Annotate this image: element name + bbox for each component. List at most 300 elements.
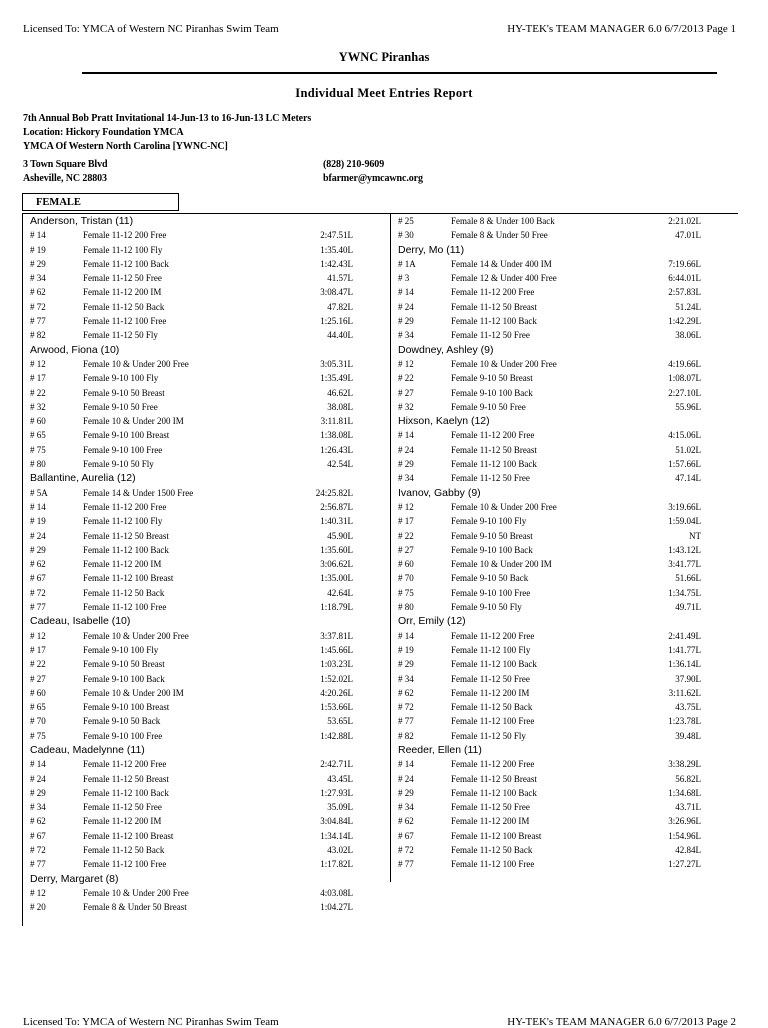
seed-time: 3:26.96L xyxy=(668,816,701,827)
entry-row xyxy=(23,714,389,728)
seed-time: 1:34.14L xyxy=(320,830,353,841)
event-name: Female 9-10 50 Breast xyxy=(83,659,165,670)
event-number: # 29 xyxy=(30,787,46,798)
entry-row xyxy=(391,686,739,700)
seed-time: 4:19.66L xyxy=(668,358,701,369)
event-name: Female 11-12 100 Free xyxy=(451,859,535,870)
entry-row xyxy=(391,857,739,871)
entry-row xyxy=(23,543,389,557)
seed-time: 1:38.08L xyxy=(320,430,353,441)
event-number: # 22 xyxy=(30,387,46,398)
seed-time: 6:44.01L xyxy=(668,273,701,284)
seed-time: 1:18.79L xyxy=(320,602,353,613)
entry-row xyxy=(23,629,389,643)
event-number: # 70 xyxy=(30,716,46,727)
event-number: # 14 xyxy=(398,759,414,770)
seed-time: 51.66L xyxy=(675,573,701,584)
seed-time: 43.75L xyxy=(675,702,701,713)
entry-row xyxy=(23,586,389,600)
entry-row xyxy=(23,285,389,299)
seed-time: 39.48L xyxy=(675,730,701,741)
event-number: # 70 xyxy=(398,573,414,584)
event-number: # 24 xyxy=(30,530,46,541)
event-number: # 5A xyxy=(30,487,48,498)
seed-time: 53.65L xyxy=(327,716,353,727)
event-name: Female 11-12 100 Fly xyxy=(83,516,163,527)
event-number: # 62 xyxy=(30,287,46,298)
entry-row xyxy=(23,600,389,614)
event-number: # 17 xyxy=(30,644,46,655)
entry-row xyxy=(391,543,739,557)
entry-row xyxy=(391,314,739,328)
entry-row xyxy=(391,672,739,686)
report-title: Individual Meet Entries Report xyxy=(295,86,473,100)
entry-row xyxy=(23,314,389,328)
entry-row xyxy=(23,257,389,271)
event-number: # 77 xyxy=(398,859,414,870)
event-name: Female 11-12 100 Back xyxy=(451,787,537,798)
seed-time: 4:15.06L xyxy=(668,430,701,441)
swimmer-name: Derry, Margaret (8) xyxy=(30,872,119,885)
event-name: Female 11-12 50 Breast xyxy=(83,773,169,784)
seed-time: 47.82L xyxy=(327,301,353,312)
event-name: Female 11-12 200 Free xyxy=(451,430,535,441)
meet-location: Location: Hickory Foundation YMCA xyxy=(23,127,184,138)
seed-time: 2:42.71L xyxy=(320,759,353,770)
seed-time: 3:11.62L xyxy=(668,687,701,698)
event-name: Female 10 & Under 200 IM xyxy=(83,687,184,698)
event-number: # 77 xyxy=(30,859,46,870)
event-number: # 19 xyxy=(30,516,46,527)
event-name: Female 9-10 50 Free xyxy=(83,401,158,412)
seed-time: 1:42.88L xyxy=(320,730,353,741)
entry-row xyxy=(23,686,389,700)
event-name: Female 12 & Under 400 Free xyxy=(451,273,557,284)
entry-row xyxy=(23,428,389,442)
entry-row xyxy=(23,228,389,242)
event-name: Female 11-12 50 Back xyxy=(83,845,165,856)
event-name: Female 11-12 200 Free xyxy=(83,230,167,241)
seed-time: 3:08.47L xyxy=(320,287,353,298)
event-number: # 29 xyxy=(398,659,414,670)
event-name: Female 10 & Under 200 IM xyxy=(83,416,184,427)
entry-row xyxy=(23,814,389,828)
seed-time: 1:42.43L xyxy=(320,258,353,269)
entry-row xyxy=(391,457,739,471)
event-number: # 27 xyxy=(398,544,414,555)
organization: YMCA Of Western North Carolina [YWNC-NC] xyxy=(23,141,228,152)
event-number: # 29 xyxy=(30,544,46,555)
seed-time: 1:23.78L xyxy=(668,716,701,727)
event-name: Female 11-12 200 Free xyxy=(451,287,535,298)
seed-time: 1:53.66L xyxy=(320,702,353,713)
entry-row xyxy=(391,829,739,843)
event-number: # 77 xyxy=(30,316,46,327)
event-name: Female 11-12 100 Free xyxy=(83,602,167,613)
event-number: # 34 xyxy=(30,273,46,284)
event-number: # 72 xyxy=(30,301,46,312)
entry-row xyxy=(391,843,739,857)
event-name: Female 9-10 50 Breast xyxy=(451,373,533,384)
event-name: Female 11-12 50 Fly xyxy=(83,330,158,341)
seed-time: 43.02L xyxy=(327,845,353,856)
entry-row xyxy=(391,300,739,314)
event-name: Female 11-12 100 Back xyxy=(83,258,169,269)
event-name: Female 11-12 200 IM xyxy=(451,687,530,698)
event-name: Female 9-10 100 Back xyxy=(83,673,165,684)
seed-time: 49.71L xyxy=(675,602,701,613)
entry-row xyxy=(23,571,389,585)
seed-time: 2:41.49L xyxy=(668,630,701,641)
event-number: # 14 xyxy=(398,430,414,441)
seed-time: 4:20.26L xyxy=(320,687,353,698)
event-name: Female 11-12 100 Back xyxy=(451,459,537,470)
event-name: Female 11-12 50 Free xyxy=(83,273,162,284)
event-name: Female 9-10 100 Fly xyxy=(83,373,159,384)
seed-time: 42.84L xyxy=(675,845,701,856)
seed-time: 42.64L xyxy=(327,587,353,598)
event-name: Female 10 & Under 200 Free xyxy=(83,887,189,898)
entry-row xyxy=(23,786,389,800)
event-name: Female 11-12 100 Fly xyxy=(83,244,163,255)
event-number: # 24 xyxy=(398,773,414,784)
entry-row xyxy=(391,529,739,543)
event-name: Female 8 & Under 100 Back xyxy=(451,216,555,226)
entry-row xyxy=(23,829,389,843)
seed-time: 1:43.12L xyxy=(668,544,701,555)
entry-row xyxy=(23,328,389,342)
event-number: # 29 xyxy=(30,258,46,269)
event-name: Female 8 & Under 50 Free xyxy=(451,230,548,241)
event-name: Female 11-12 200 IM xyxy=(451,816,530,827)
seed-time: 1:57.66L xyxy=(668,459,701,470)
event-number: # 67 xyxy=(398,830,414,841)
seed-time: 1:27.27L xyxy=(668,859,701,870)
event-number: # 22 xyxy=(30,659,46,670)
event-number: # 60 xyxy=(30,416,46,427)
event-number: # 12 xyxy=(30,887,46,898)
seed-time: 55.96L xyxy=(675,401,701,412)
seed-time: 47.14L xyxy=(675,473,701,484)
event-name: Female 11-12 200 Free xyxy=(451,630,535,641)
event-number: # 30 xyxy=(398,230,414,241)
event-name: Female 10 & Under 200 IM xyxy=(451,559,552,570)
event-name: Female 11-12 50 Back xyxy=(451,845,533,856)
seed-time: 2:27.10L xyxy=(668,387,701,398)
seed-time: 3:05.31L xyxy=(320,358,353,369)
entry-row xyxy=(391,786,739,800)
event-name: Female 11-12 50 Free xyxy=(451,473,530,484)
entry-row xyxy=(391,714,739,728)
swimmer-name: Anderson, Tristan (11) xyxy=(30,215,134,227)
event-name: Female 10 & Under 200 Free xyxy=(83,358,189,369)
event-name: Female 11-12 50 Free xyxy=(451,802,530,813)
event-name: Female 11-12 100 Back xyxy=(451,659,537,670)
seed-time: 51.02L xyxy=(675,444,701,455)
event-name: Female 11-12 50 Breast xyxy=(451,773,537,784)
seed-time: 2:47.51L xyxy=(320,230,353,241)
event-number: # 29 xyxy=(398,459,414,470)
entry-row xyxy=(391,285,739,299)
entry-row xyxy=(391,471,739,485)
event-number: # 24 xyxy=(398,444,414,455)
event-number: # 17 xyxy=(30,373,46,384)
event-number: # 65 xyxy=(30,702,46,713)
event-number: # 60 xyxy=(398,559,414,570)
swimmer-name: Arwood, Fiona (10) xyxy=(30,343,120,356)
event-number: # 24 xyxy=(30,773,46,784)
seed-time: 1:34.75L xyxy=(668,587,701,598)
seed-time: 56.82L xyxy=(675,773,701,784)
event-number: # 75 xyxy=(398,587,414,598)
event-number: # 27 xyxy=(30,673,46,684)
entry-row xyxy=(391,400,739,414)
event-name: Female 11-12 50 Back xyxy=(83,301,165,312)
entry-row xyxy=(23,457,389,471)
seed-time: 1:04.27L xyxy=(320,902,353,913)
entry-row xyxy=(23,757,389,771)
entry-row xyxy=(23,772,389,786)
event-number: # 3 xyxy=(398,273,410,284)
seed-time: 1:52.02L xyxy=(320,673,353,684)
event-name: Female 9-10 50 Back xyxy=(451,573,529,584)
event-number: # 72 xyxy=(30,587,46,598)
seed-time: 1:08.07L xyxy=(668,373,701,384)
entry-row xyxy=(391,514,739,528)
event-number: # 34 xyxy=(398,802,414,813)
event-name: Female 11-12 100 Breast xyxy=(451,830,542,841)
event-number: # 60 xyxy=(30,687,46,698)
entry-row xyxy=(391,629,739,643)
seed-time: 1:41.77L xyxy=(668,644,701,655)
entry-row xyxy=(391,700,739,714)
entry-row xyxy=(23,886,389,900)
event-name: Female 11-12 50 Free xyxy=(83,802,162,813)
event-name: Female 9-10 100 Fly xyxy=(83,644,159,655)
entry-row xyxy=(391,257,739,271)
entry-row xyxy=(23,443,389,457)
swimmer-name: Ivanov, Gabby (9) xyxy=(398,486,481,499)
seed-time: 2:57.83L xyxy=(668,287,701,298)
software-page-footer: HY-TEK's TEAM MANAGER 6.0 6/7/2013 Page 2 xyxy=(507,1016,736,1028)
event-name: Female 11-12 200 IM xyxy=(83,287,162,298)
event-name: Female 9-10 100 Breast xyxy=(83,702,170,713)
event-name: Female 9-10 50 Free xyxy=(451,401,526,412)
event-number: # 34 xyxy=(398,673,414,684)
event-number: # 1A xyxy=(398,258,416,269)
event-number: # 17 xyxy=(398,516,414,527)
entry-row xyxy=(23,486,389,500)
entry-row xyxy=(391,729,739,743)
event-name: Female 11-12 100 Fly xyxy=(451,644,531,655)
swimmer-name: Derry, Mo (11) xyxy=(398,243,465,256)
event-name: Female 9-10 100 Free xyxy=(83,444,163,455)
entry-row xyxy=(23,800,389,814)
section-label: FEMALE xyxy=(22,193,179,211)
entry-row xyxy=(23,514,389,528)
entry-row xyxy=(391,228,739,242)
seed-time: 1:35.40L xyxy=(320,244,353,255)
entry-row xyxy=(391,557,739,571)
event-name: Female 11-12 100 Back xyxy=(451,316,537,327)
entry-row xyxy=(23,672,389,686)
entry-row xyxy=(23,500,389,514)
swimmer-name: Dowdney, Ashley (9) xyxy=(398,343,494,356)
entry-row xyxy=(391,371,739,385)
event-name: Female 11-12 50 Free xyxy=(451,673,530,684)
seed-time: 35.09L xyxy=(327,802,353,813)
entry-row xyxy=(391,500,739,514)
entry-row xyxy=(23,700,389,714)
event-number: # 29 xyxy=(398,787,414,798)
email-address: bfarmer@ymcawnc.org xyxy=(323,173,423,184)
event-name: Female 9-10 50 Breast xyxy=(83,387,165,398)
phone-number: (828) 210-9609 xyxy=(323,159,385,170)
entry-row xyxy=(391,271,739,285)
entry-row xyxy=(23,386,389,400)
entry-row xyxy=(23,414,389,428)
seed-time: 3:19.66L xyxy=(668,501,701,512)
seed-time: 38.06L xyxy=(675,330,701,341)
entry-row xyxy=(391,814,739,828)
seed-time: 2:21.02L xyxy=(668,216,701,226)
event-number: # 22 xyxy=(398,373,414,384)
event-name: Female 11-12 200 Free xyxy=(451,759,535,770)
entry-row xyxy=(391,657,739,671)
event-number: # 62 xyxy=(30,816,46,827)
event-name: Female 9-10 50 Breast xyxy=(451,530,533,541)
event-name: Female 9-10 100 Fly xyxy=(451,516,527,527)
event-number: # 77 xyxy=(398,716,414,727)
event-name: Female 11-12 100 Back xyxy=(83,544,169,555)
license-header: Licensed To: YMCA of Western NC Piranhas Swim Team xyxy=(23,23,279,35)
seed-time: 1:40.31L xyxy=(320,516,353,527)
event-number: # 34 xyxy=(398,473,414,484)
swimmer-name: Ballantine, Aurelia (12) xyxy=(30,472,136,485)
event-number: # 12 xyxy=(30,358,46,369)
event-name: Female 11-12 50 Breast xyxy=(451,444,537,455)
entries-column-right xyxy=(390,214,739,882)
entry-row xyxy=(23,529,389,543)
event-number: # 67 xyxy=(30,830,46,841)
entry-row xyxy=(391,800,739,814)
event-number: # 24 xyxy=(398,301,414,312)
seed-time: 41.57L xyxy=(327,273,353,284)
event-number: # 77 xyxy=(30,602,46,613)
event-name: Female 14 & Under 400 IM xyxy=(451,258,552,269)
seed-time: 1:54.96L xyxy=(668,830,701,841)
seed-time: 1:42.29L xyxy=(668,316,701,327)
event-number: # 12 xyxy=(398,358,414,369)
entry-row xyxy=(23,657,389,671)
event-number: # 65 xyxy=(30,430,46,441)
seed-time: NT xyxy=(689,530,701,541)
event-name: Female 11-12 200 IM xyxy=(83,559,162,570)
seed-time: 1:27.93L xyxy=(320,787,353,798)
seed-time: 3:38.29L xyxy=(668,759,701,770)
event-number: # 32 xyxy=(30,401,46,412)
event-name: Female 9-10 100 Free xyxy=(451,587,531,598)
event-number: # 14 xyxy=(398,287,414,298)
seed-time: 3:37.81L xyxy=(320,630,353,641)
event-name: Female 9-10 100 Breast xyxy=(83,430,170,441)
entry-row xyxy=(23,557,389,571)
entry-row xyxy=(23,243,389,257)
event-name: Female 9-10 100 Back xyxy=(451,544,533,555)
entry-row xyxy=(391,571,739,585)
seed-time: 3:41.77L xyxy=(668,559,701,570)
event-number: # 29 xyxy=(398,316,414,327)
event-name: Female 11-12 50 Back xyxy=(451,702,533,713)
event-name: Female 11-12 50 Fly xyxy=(451,730,526,741)
event-number: # 14 xyxy=(30,230,46,241)
team-title: YWNC Piranhas xyxy=(338,50,430,64)
entry-row xyxy=(23,371,389,385)
event-number: # 82 xyxy=(398,730,414,741)
software-page-header: HY-TEK's TEAM MANAGER 6.0 6/7/2013 Page 1 xyxy=(507,23,736,35)
entry-row xyxy=(23,400,389,414)
entry-row xyxy=(391,586,739,600)
entry-row xyxy=(23,900,389,914)
event-number: # 75 xyxy=(30,730,46,741)
event-name: Female 10 & Under 200 Free xyxy=(83,630,189,641)
entry-row xyxy=(391,428,739,442)
title-rule xyxy=(82,72,717,74)
seed-time: 51.24L xyxy=(675,301,701,312)
event-number: # 75 xyxy=(30,444,46,455)
swimmer-name: Orr, Emily (12) xyxy=(398,615,466,628)
seed-time: 1:26.43L xyxy=(320,444,353,455)
event-number: # 19 xyxy=(398,644,414,655)
event-name: Female 9-10 50 Fly xyxy=(451,602,522,613)
event-name: Female 11-12 200 Free xyxy=(83,759,167,770)
entry-row xyxy=(391,772,739,786)
seed-time: 43.45L xyxy=(327,773,353,784)
entry-row xyxy=(391,643,739,657)
event-number: # 27 xyxy=(398,387,414,398)
entry-row xyxy=(23,729,389,743)
entry-row xyxy=(391,328,739,342)
address-line-1: 3 Town Square Blvd xyxy=(23,159,108,170)
event-number: # 34 xyxy=(30,802,46,813)
seed-time: 38.08L xyxy=(327,401,353,412)
event-name: Female 11-12 200 IM xyxy=(83,816,162,827)
event-name: Female 14 & Under 1500 Free xyxy=(83,487,194,498)
entry-row xyxy=(391,386,739,400)
entry-row xyxy=(23,357,389,371)
event-name: Female 9-10 50 Fly xyxy=(83,459,154,470)
entry-row xyxy=(23,843,389,857)
seed-time: 24:25.82L xyxy=(315,487,353,498)
event-number: # 72 xyxy=(398,845,414,856)
event-name: Female 11-12 100 Free xyxy=(451,716,535,727)
event-name: Female 11-12 50 Breast xyxy=(83,530,169,541)
seed-time: 44.40L xyxy=(327,330,353,341)
address-line-2: Asheville, NC 28803 xyxy=(23,173,107,184)
event-number: # 14 xyxy=(398,630,414,641)
event-number: # 62 xyxy=(30,559,46,570)
event-number: # 22 xyxy=(398,530,414,541)
event-name: Female 11-12 100 Breast xyxy=(83,830,174,841)
entry-row xyxy=(391,600,739,614)
seed-time: 2:56.87L xyxy=(320,501,353,512)
seed-time: 1:59.04L xyxy=(668,516,701,527)
event-name: Female 9-10 50 Back xyxy=(83,716,161,727)
event-number: # 82 xyxy=(30,330,46,341)
seed-time: 1:45.66L xyxy=(320,644,353,655)
swimmer-name: Reeder, Ellen (11) xyxy=(398,743,482,756)
event-name: Female 11-12 100 Free xyxy=(83,859,167,870)
